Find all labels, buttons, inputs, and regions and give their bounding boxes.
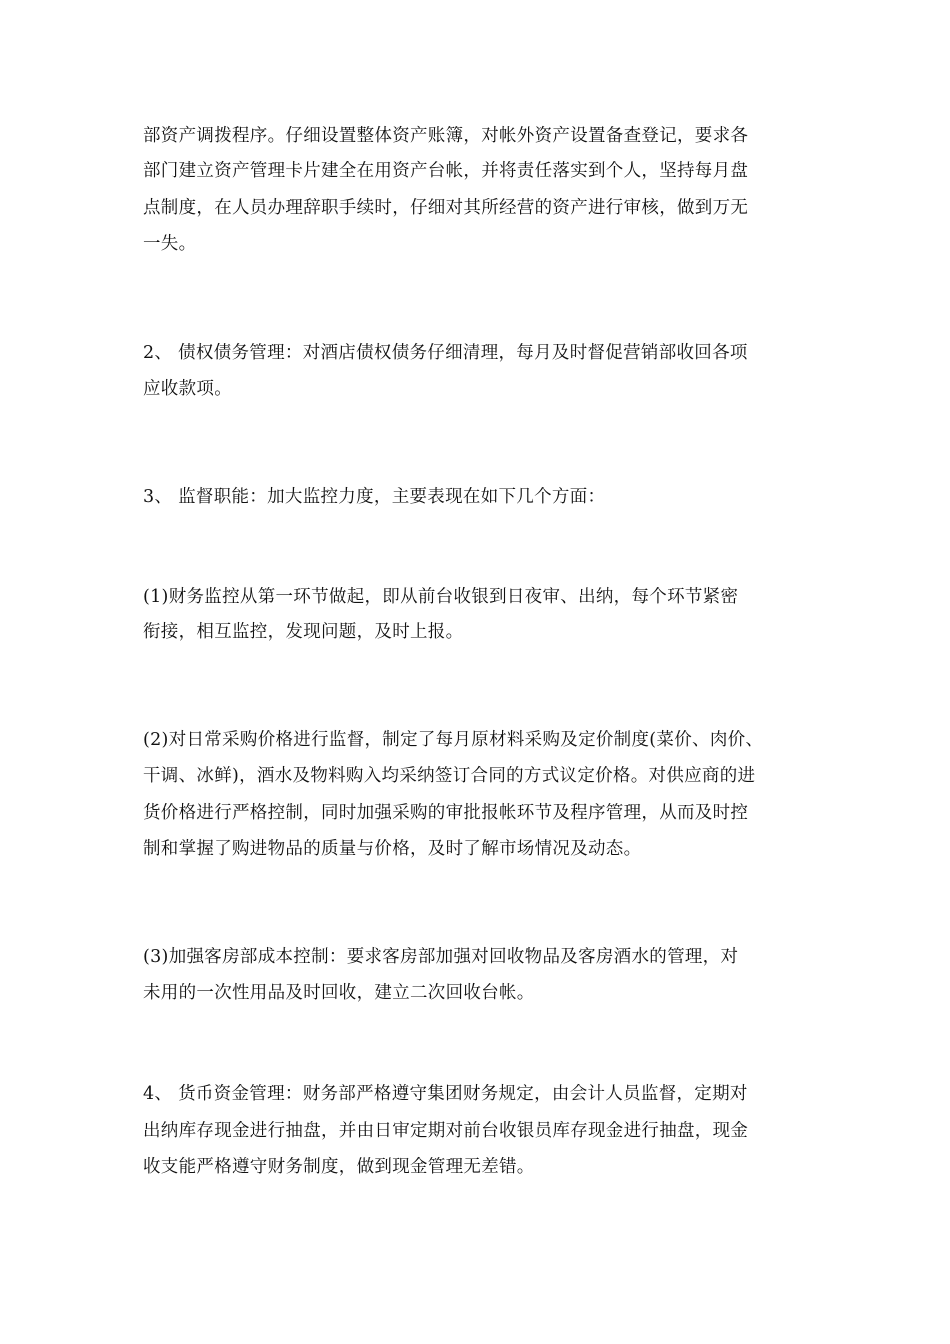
text-line: 未用的一次性用品及时回收，建立二次回收台帐。 xyxy=(143,983,535,1003)
text-line: 一失。 xyxy=(143,234,197,254)
text-line: 点制度，在人员办理辞职手续时，仔细对其所经营的资产进行审核，做到万无 xyxy=(143,198,749,218)
text-line: 干调、冰鲜)，酒水及物料购入均采纳签订合同的方式议定价格。对供应商的进 xyxy=(143,766,756,786)
text-line: 出纳库存现金进行抽盘，并由日审定期对前台收银员库存现金进行抽盘，现金 xyxy=(143,1121,749,1141)
text-line: (3)加强客房部成本控制：要求客房部加强对回收物品及客房酒水的管理，对 xyxy=(143,947,739,967)
text-line: 制和掌握了购进物品的质量与价格，及时了解市场情况及动态。 xyxy=(143,839,642,859)
text-line: 2、 债权债务管理：对酒店债权债务仔细清理，每月及时督促营销部收回各项 xyxy=(143,343,748,363)
text-line: (1)财务监控从第一环节做起，即从前台收银到日夜审、出纳，每个环节紧密 xyxy=(143,587,739,607)
text-line: 4、 货币资金管理：财务部严格遵守集团财务规定，由会计人员监督，定期对 xyxy=(143,1084,748,1104)
text-line: (2)对日常采购价格进行监督，制定了每月原材料采购及定价制度(菜价、肉价、 xyxy=(143,730,764,750)
text-line: 货价格进行严格控制，同时加强采购的审批报帐环节及程序管理，从而及时控 xyxy=(143,803,749,823)
text-line: 部资产调拨程序。仔细设置整体资产账簿，对帐外资产设置备查登记，要求各 xyxy=(143,126,749,146)
text-line: 衔接，相互监控，发现问题，及时上报。 xyxy=(143,622,464,642)
text-line: 收支能严格遵守财务制度，做到现金管理无差错。 xyxy=(143,1157,535,1177)
text-line: 应收款项。 xyxy=(143,379,232,399)
text-line: 3、 监督职能：加大监控力度，主要表现在如下几个方面： xyxy=(143,487,606,507)
text-line: 部门建立资产管理卡片建全在用资产台帐，并将责任落实到个人，坚持每月盘 xyxy=(143,161,749,181)
